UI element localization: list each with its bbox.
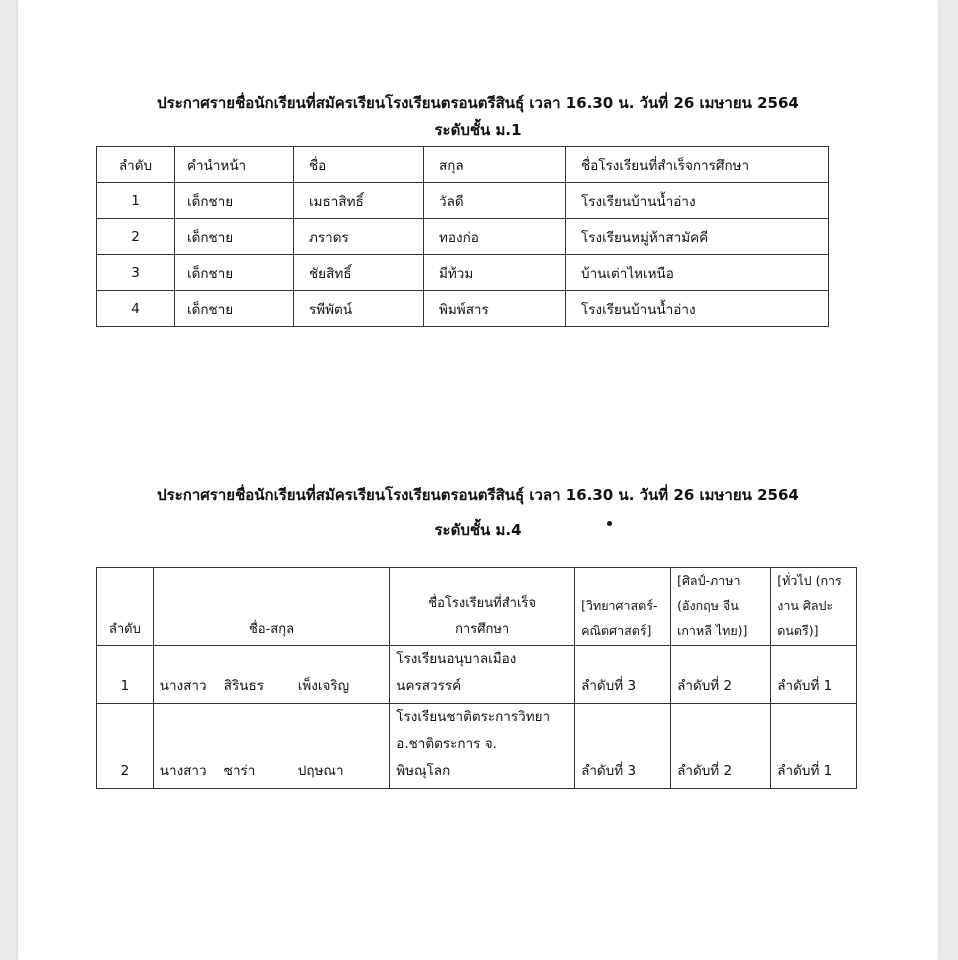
cell-full-name <box>153 646 389 704</box>
cell-last-name: พิมพ์สาร <box>424 291 566 327</box>
cell-no: 1 <box>97 183 175 219</box>
cell-prefix: เด็กชาย <box>175 183 294 219</box>
cell-last-name: ทองก่อ <box>424 219 566 255</box>
cell-first-name: รพีพัตน์ <box>294 291 424 327</box>
col-header-general-line2: งาน ศิลปะ <box>777 598 834 613</box>
col-header-general <box>771 568 857 646</box>
cell-school <box>390 704 575 789</box>
cell-first-name: ภราดร <box>294 219 424 255</box>
col-header-arts-line2: (อังกฤษ จีน <box>677 598 739 613</box>
cell-no: 4 <box>97 291 175 327</box>
col-header-first-name: ชื่อ <box>294 147 424 183</box>
cell-general-rank: ลำดับที่ 1 <box>771 646 857 704</box>
cell-school <box>390 646 575 704</box>
col-header-prefix: คำนำหน้า <box>175 147 294 183</box>
cell-last-name: วัลดี <box>424 183 566 219</box>
col-header-no: ลำดับ <box>97 568 154 646</box>
table-header-row <box>97 147 829 183</box>
table-row <box>97 183 829 219</box>
cell-school: โรงเรียนหมู่ห้าสามัคคี <box>566 219 829 255</box>
table-header-row <box>97 568 857 646</box>
document-page <box>18 0 938 960</box>
cell-no: 1 <box>97 646 154 704</box>
col-header-arts-line3: เกาหลี ไทย)] <box>677 623 748 638</box>
grade-4-applicants-table <box>96 567 857 789</box>
cell-no: 2 <box>97 219 175 255</box>
cell-first-name: เมธาสิทธิ์ <box>294 183 424 219</box>
table-row <box>97 255 829 291</box>
col-header-school-line1: ชื่อโรงเรียนที่สำเร็จ <box>428 596 537 611</box>
cell-prefix: เด็กชาย <box>175 291 294 327</box>
grade-1-applicants-table <box>96 146 829 327</box>
col-header-general-line1: [ทั่วไป (การ <box>777 573 842 588</box>
cell-first-name: ซาร่า <box>223 763 256 779</box>
table-row <box>97 219 829 255</box>
col-header-science-line2: คณิตศาสตร์] <box>581 623 652 638</box>
cell-last-name: ปฤษณา <box>297 763 344 779</box>
cell-no: 3 <box>97 255 175 291</box>
col-header-last-name: สกุล <box>424 147 566 183</box>
col-header-science-line1: [วิทยาศาสตร์- <box>581 598 658 613</box>
cell-school: บ้านเต่าไหเหนือ <box>566 255 829 291</box>
col-header-school-line2: การศึกษา <box>455 622 510 637</box>
cell-science-rank: ลำดับที่ 3 <box>575 646 671 704</box>
cell-school: โรงเรียนบ้านน้ำอ่าง <box>566 183 829 219</box>
cell-last-name: เพ็งเจริญ <box>297 678 350 694</box>
cell-prefix: นางสาว <box>159 678 207 694</box>
announcement-2-level: ระดับชั้น ม.4 <box>434 521 522 539</box>
cell-no: 2 <box>97 704 154 789</box>
cell-first-name: สิรินธร <box>223 678 264 694</box>
col-header-arts-line1: [ศิลป์-ภาษา <box>677 573 741 588</box>
cell-school-line1: โรงเรียนชาติตระการวิทยา <box>396 709 551 725</box>
announcement-2-title: ประกาศรายชื่อนักเรียนที่สมัครเรียนโรงเรียนตรอนตรีสินธุ์ เวลา 16.30 น. วันที่ 26 เมษายน 2564 <box>157 486 799 504</box>
col-header-no: ลำดับ <box>97 147 175 183</box>
col-header-name: ชื่อ-สกุล <box>153 568 389 646</box>
cell-arts-rank: ลำดับที่ 2 <box>671 704 771 789</box>
cell-prefix: นางสาว <box>159 763 207 779</box>
cell-science-rank: ลำดับที่ 3 <box>575 704 671 789</box>
table-row <box>97 646 857 704</box>
table-row <box>97 704 857 789</box>
cell-school-line2: นครสวรรค์ <box>396 678 462 694</box>
cell-prefix: เด็กชาย <box>175 219 294 255</box>
col-header-general-line3: ดนตรี)] <box>777 623 819 638</box>
col-header-science-math <box>575 568 671 646</box>
col-header-school: ชื่อโรงเรียนที่สำเร็จการศึกษา <box>566 147 829 183</box>
cell-full-name <box>153 704 389 789</box>
cell-school-line3: พิษณุโลก <box>396 763 451 779</box>
cell-school-line1: โรงเรียนอนุบาลเมือง <box>396 651 517 667</box>
stray-dot-mark <box>607 521 612 526</box>
cell-general-rank: ลำดับที่ 1 <box>771 704 857 789</box>
col-header-school <box>390 568 575 646</box>
cell-school-line2: อ.ชาติตระการ จ. <box>396 736 497 752</box>
cell-school: โรงเรียนบ้านน้ำอ่าง <box>566 291 829 327</box>
announcement-1-title: ประกาศรายชื่อนักเรียนที่สมัครเรียนโรงเรียนตรอนตรีสินธุ์ เวลา 16.30 น. วันที่ 26 เมษายน 2564 <box>157 94 799 112</box>
announcement-1-level: ระดับชั้น ม.1 <box>434 121 522 139</box>
cell-first-name: ชัยสิทธิ์ <box>294 255 424 291</box>
col-header-arts-language <box>671 568 771 646</box>
cell-last-name: มีท้วม <box>424 255 566 291</box>
cell-arts-rank: ลำดับที่ 2 <box>671 646 771 704</box>
cell-prefix: เด็กชาย <box>175 255 294 291</box>
table-row <box>97 291 829 327</box>
